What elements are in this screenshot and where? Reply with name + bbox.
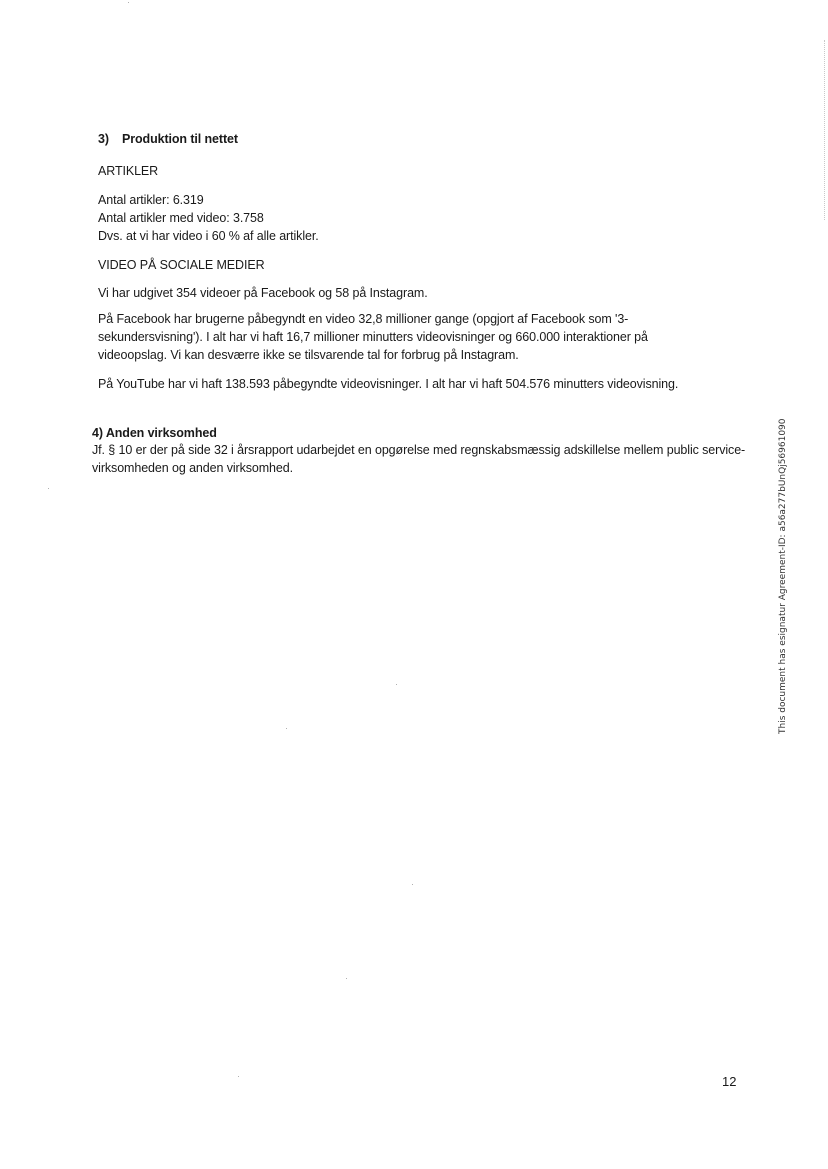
scan-speck (128, 2, 129, 3)
scan-speck (286, 728, 287, 729)
section-4-heading: 4) Anden virksomhed (92, 426, 217, 440)
scan-speck (238, 1076, 239, 1077)
section-3-heading (98, 130, 238, 148)
scan-edge-line (824, 40, 825, 220)
page-number: 12 (722, 1074, 737, 1089)
artikler-count-line: Antal artikler: 6.319 (98, 193, 204, 207)
scan-speck (346, 978, 347, 979)
section-3-title: Produktion til nettet (122, 132, 238, 146)
video-paragraph-1: Vi har udgivet 354 videoer på Facebook og 58 på Instagram. (98, 286, 428, 300)
artikler-video-share-line: Dvs. at vi har video i 60 % af alle artikler. (98, 229, 319, 243)
scan-speck (412, 884, 413, 885)
video-paragraph-facebook: På Facebook har brugerne påbegyndt en video 32,8 millioner gange (opgjort af Facebook som '3-sekundersvisning'). I alt har vi haft 16,7 millioner minutters videovisninger og 660.000 interaktioner på videoopslag. Vi kan desværre ikke se tilsvarende tal for forbrug på Instagram. (98, 312, 648, 362)
video-sociale-medier-label: VIDEO PÅ SOCIALE MEDIER (98, 258, 265, 272)
section-4-text: Jf. § 10 er der på side 32 i årsrapport udarbejdet en opgørelse med regnskabsmæssig adskillelse mellem public service-virksomheden og anden virksomhed. (92, 443, 746, 475)
scan-speck (48, 488, 49, 489)
artikler-label: ARTIKLER (98, 164, 159, 178)
esignatur-side-note: This document has esignatur Agreement-ID: a56a277bUnQj56961090 (778, 418, 788, 734)
artikler-stats (98, 191, 319, 245)
section-3-number: 3) (98, 132, 109, 146)
video-paragraph-youtube: På YouTube har vi haft 138.593 påbegyndte videovisninger. I alt har vi haft 504.576 minutters videovisning. (98, 377, 679, 391)
artikler-video-count-line: Antal artikler med video: 3.758 (98, 211, 264, 225)
scan-speck (396, 684, 397, 685)
